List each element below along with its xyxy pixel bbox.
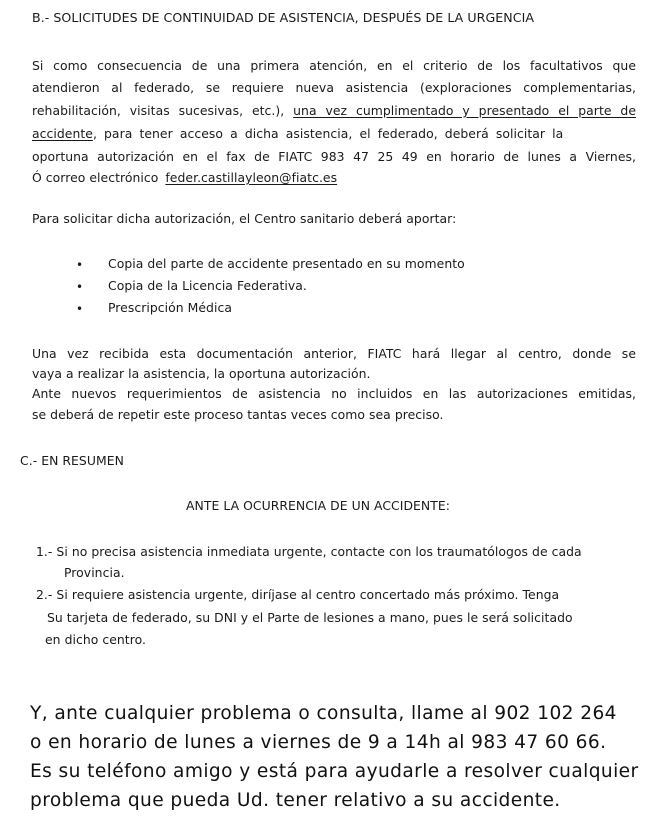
email-label: Ó correo electrónico <box>32 170 159 185</box>
list-item-text: Copia del parte de accidente presentado en su momento <box>108 256 465 271</box>
section-b-heading: B.- SOLICITUDES DE CONTINUIDAD DE ASISTENCIA, DESPUÉS DE LA URGENCIA <box>32 10 535 25</box>
summary-item-2-line-3: en dicho centro. <box>45 632 146 647</box>
list-item-text: Prescripción Médica <box>108 300 232 315</box>
paragraph-1-line-1: Si como consecuencia de una primera atención, en el criterio de los facultativos que <box>32 58 636 73</box>
paragraph-1-line-4-text: , para tener acceso a dicha asistencia, el federado, deberá solicitar la <box>92 126 564 141</box>
underlined-accidente: accidente <box>32 126 93 141</box>
paragraph-1-line-3-text: rehabilitación, visitas sucesivas, etc.), <box>32 103 285 118</box>
summary-item-2-line-2: Su tarjeta de federado, su DNI y el Parte de lesiones a mano, pues le será solicitado <box>47 610 573 625</box>
underlined-condition: una vez cumplimentado y presentado el parte de <box>293 103 636 118</box>
paragraph-1-line-2: atendieron al federado, se requiere nueva asistencia (exploraciones complementarias, <box>32 80 636 95</box>
bullet-icon: • <box>76 302 84 316</box>
summary-item-1-line-2: Provincia. <box>64 565 125 580</box>
closing-line-1: Y, ante cualquier problema o consulta, llame al 902 102 264 <box>30 703 617 724</box>
paragraph-3-line-3: Ante nuevos requerimientos de asistencia no incluidos en las autorizaciones emitidas, <box>32 386 636 401</box>
section-c-subheading: ANTE LA OCURRENCIA DE UN ACCIDENTE: <box>186 498 450 513</box>
paragraph-3-line-4: se deberá de repetir este proceso tantas veces como sea preciso. <box>32 407 444 422</box>
paragraph-1-line-3 <box>32 103 636 119</box>
bullet-icon: • <box>76 258 84 272</box>
paragraph-3-line-2: vaya a realizar la asistencia, la oportuna autorización. <box>32 366 371 381</box>
paragraph-1-line-6 <box>32 170 337 186</box>
closing-line-3: Es su teléfono amigo y está para ayudarle a resolver cualquier <box>30 761 639 782</box>
email-link[interactable]: feder.castillayleon@fiatc.es <box>165 170 338 185</box>
bullet-icon: • <box>76 280 84 294</box>
paragraph-2: Para solicitar dicha autorización, el Centro sanitario deberá aportar: <box>32 211 457 226</box>
closing-line-4: problema que pueda Ud. tener relativo a su accidente. <box>30 790 561 811</box>
paragraph-1-line-4 <box>32 126 636 142</box>
paragraph-1-line-5: oportuna autorización en el fax de FIATC 983 47 25 49 en horario de lunes a Viernes, <box>32 149 636 164</box>
summary-item-1-line-1: 1.- Si no precisa asistencia inmediata urgente, contacte con los traumatólogos de cada <box>36 544 582 559</box>
section-c-heading: C.- EN RESUMEN <box>20 453 124 468</box>
list-item-text: Copia de la Licencia Federativa. <box>108 278 307 293</box>
closing-line-2: o en horario de lunes a viernes de 9 a 14h al 983 47 60 66. <box>30 732 607 753</box>
paragraph-3-line-1: Una vez recibida esta documentación anterior, FIATC hará llegar al centro, donde se <box>32 346 636 361</box>
summary-item-2-line-1: 2.- Si requiere asistencia urgente, diríjase al centro concertado más próximo. Tenga <box>36 587 560 602</box>
